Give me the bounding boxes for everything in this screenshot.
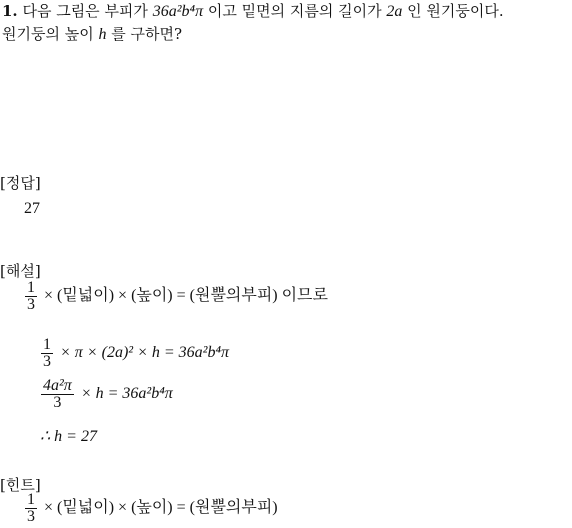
solution-intro	[22, 280, 328, 313]
hint-rest: × (밑넓이) × (높이) = (원뿔의부피)	[44, 499, 278, 517]
fraction-one-third	[41, 337, 53, 370]
fraction-one-third	[25, 492, 37, 525]
fraction-numerator: 1	[43, 336, 51, 353]
solution-equation-3: ∴ h = 27	[40, 428, 97, 445]
problem-text-a: 다음 그림은 부피가	[22, 2, 148, 20]
solution-intro-text: × (밑넓이) × (높이) = (원뿔의부피) 이므로	[44, 287, 328, 305]
fraction-numerator: 1	[27, 279, 35, 296]
answer-label: [정답]	[0, 174, 41, 192]
hint-text	[22, 492, 278, 525]
equation-1-text: × π × (2a)² × h = 36a²b⁴π	[60, 344, 230, 362]
height-variable: h	[98, 26, 107, 43]
solution-equation-2	[38, 378, 173, 411]
problem-text-2a: 원기둥의 높이	[2, 25, 94, 43]
diameter-expression: 2a	[386, 3, 403, 20]
solution-equation-1	[38, 337, 229, 370]
answer-value: 27	[24, 200, 40, 217]
hint-label: [힌트]	[0, 476, 41, 494]
fraction-one-third	[25, 280, 37, 313]
fraction-denominator: 3	[27, 296, 35, 313]
solution-label: [해설]	[0, 262, 41, 280]
fraction-numerator: 1	[27, 491, 35, 508]
fraction-4a2pi-over-3	[41, 378, 74, 411]
problem-number: 1.	[2, 2, 18, 20]
fraction-denominator: 3	[43, 353, 51, 370]
fraction-denominator: 3	[27, 508, 35, 525]
fraction-numerator: 4a²π	[43, 377, 72, 394]
problem-text-c: 이고 밑면의 지름의 길이가	[207, 2, 382, 20]
equation-2-text: × h = 36a²b⁴π	[80, 385, 173, 403]
volume-expression: 36a²b⁴π	[152, 3, 204, 20]
problem-line-1	[2, 2, 504, 21]
fraction-denominator: 3	[53, 394, 62, 411]
problem-text-e: 인 원기둥이다.	[407, 2, 504, 20]
problem-line-2	[2, 25, 182, 44]
problem-text-2c: 를 구하면?	[111, 25, 183, 43]
